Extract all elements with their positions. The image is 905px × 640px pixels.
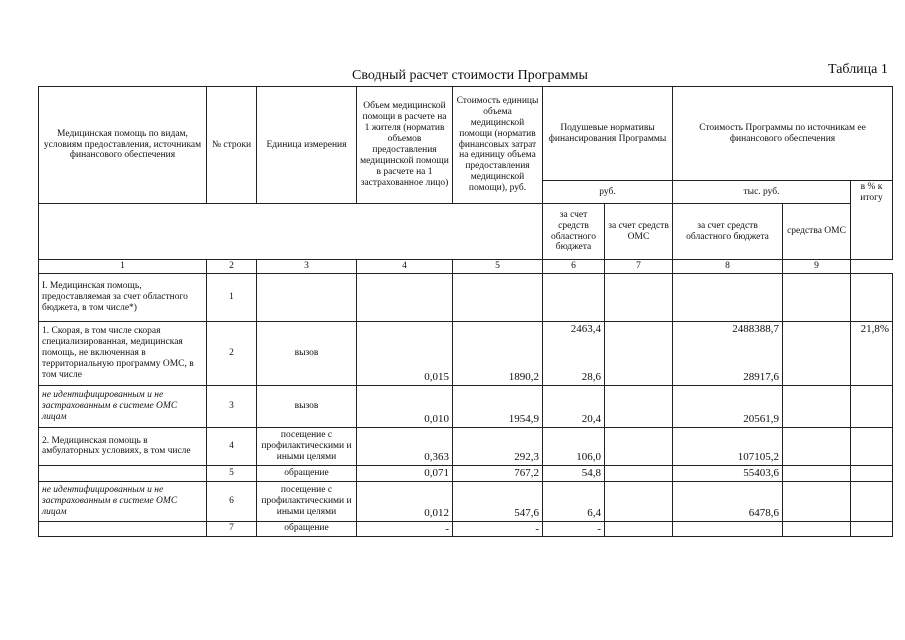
row-name: не идентифицированным и не застрахованным в системе ОМС лицам	[39, 481, 207, 521]
header-percent: в % к итогу	[851, 181, 893, 260]
row-pc-oms	[605, 385, 673, 427]
header-program-cost: Стоимость Программы по источникам ее финансового обеспечения	[673, 87, 893, 181]
row-pc-oblast	[543, 273, 605, 321]
row-total-oblast: 107105,2	[673, 427, 783, 465]
header-pc-oblast: за счет средств областного бюджета	[543, 204, 605, 260]
row-percent	[851, 481, 893, 521]
row-name	[39, 521, 207, 537]
row-value: 28917,6	[743, 371, 780, 384]
row-unit: обращение	[257, 521, 357, 537]
header-row-4	[39, 204, 893, 260]
table-row	[39, 465, 893, 481]
index-cell: 8	[673, 260, 783, 274]
row-pc-oblast: 20,4	[543, 385, 605, 427]
header-unit-rub: руб.	[543, 181, 673, 204]
index-cell: 4	[357, 260, 453, 274]
column-index-row	[39, 260, 893, 274]
header-volume: Объем медицинской помощи в расчете на 1 жителя (норматив объемов предоставления медицинской помощи в расчете на 1 застрахованное лицо)	[357, 87, 453, 204]
row-percent: 21,8%	[851, 321, 893, 385]
table-row	[39, 521, 893, 537]
row-volume: -	[357, 521, 453, 537]
index-cell: 7	[605, 260, 673, 274]
table-row	[39, 321, 893, 385]
row-pc-oms	[605, 273, 673, 321]
index-cell: 2	[207, 260, 257, 274]
row-volume	[357, 273, 453, 321]
header-row-number: № строки	[207, 87, 257, 204]
row-cost: 547,6	[453, 481, 543, 521]
row-volume: 0,012	[357, 481, 453, 521]
row-pc-oms	[605, 481, 673, 521]
row-number: 1	[207, 273, 257, 321]
row-percent	[851, 385, 893, 427]
row-pc-oms	[605, 521, 673, 537]
subtotal-value: 2488388,7	[732, 322, 780, 335]
document-title: Сводный расчет стоимости Программы	[352, 68, 588, 83]
row-pc-oms	[605, 427, 673, 465]
row-total-oblast: 20561,9	[673, 385, 783, 427]
index-cell: 9	[783, 260, 851, 274]
row-name: не идентифицированным и не застрахованным в системе ОМС лицам	[39, 385, 207, 427]
row-cost: 292,3	[453, 427, 543, 465]
table-row	[39, 273, 893, 321]
row-pc-oblast: 106,0	[543, 427, 605, 465]
row-number: 4	[207, 427, 257, 465]
row-number: 2	[207, 321, 257, 385]
row-name: 2. Медицинская помощь в амбулаторных условиях, в том числе	[39, 427, 207, 465]
index-cell: 6	[543, 260, 605, 274]
row-total-oms	[783, 427, 851, 465]
row-unit: вызов	[257, 321, 357, 385]
row-total-oblast	[673, 321, 783, 385]
row-cost: 1890,2	[453, 321, 543, 385]
row-total-oms	[783, 321, 851, 385]
row-unit: вызов	[257, 385, 357, 427]
row-total-oms	[783, 385, 851, 427]
header-total-oblast: за счет средств областного бюджета	[673, 204, 783, 260]
row-total-oms	[783, 273, 851, 321]
header-unit: Единица измерения	[257, 87, 357, 204]
table-row	[39, 427, 893, 465]
row-volume: 0,015	[357, 321, 453, 385]
row-number: 7	[207, 521, 257, 537]
row-unit	[257, 273, 357, 321]
table-row	[39, 385, 893, 427]
row-name: 1. Скорая, в том числе скорая специализированная, медицинская помощь, не включенная в территориальную программу ОМС, в том числе	[39, 321, 207, 385]
row-pc-oblast: -	[543, 521, 605, 537]
row-pc-oblast	[543, 321, 605, 385]
row-pc-oblast: 6,4	[543, 481, 605, 521]
row-percent	[851, 273, 893, 321]
header-per-capita: Подушевые нормативы финансирования Программы	[543, 87, 673, 181]
row-cost	[453, 273, 543, 321]
row-cost: 767,2	[453, 465, 543, 481]
header-filler	[39, 204, 543, 260]
row-total-oblast: 6478,6	[673, 481, 783, 521]
header-unit-cost: Стоимость единицы объема медицинской помощи (норматив финансовых затрат на единицу объема предоставления медицинской помощи), руб.	[453, 87, 543, 204]
row-cost: -	[453, 521, 543, 537]
row-volume: 0,363	[357, 427, 453, 465]
subtotal-value: 2463,4	[570, 322, 601, 335]
table-label: Таблица 1	[828, 62, 888, 77]
header-pc-oms: за счет средств ОМС	[605, 204, 673, 260]
row-unit: обращение	[257, 465, 357, 481]
row-value: 28,6	[581, 371, 601, 384]
row-name	[39, 465, 207, 481]
row-unit: посещение с профилактическими и иными целями	[257, 481, 357, 521]
row-number: 5	[207, 465, 257, 481]
header-care-type: Медицинская помощь по видам, условиям предоставления, источникам финансового обеспечения	[39, 87, 207, 204]
row-pc-oms	[605, 321, 673, 385]
row-unit: посещение с профилактическими и иными целями	[257, 427, 357, 465]
row-cost: 1954,9	[453, 385, 543, 427]
table-row	[39, 481, 893, 521]
row-pc-oms	[605, 465, 673, 481]
cost-summary-table	[38, 86, 893, 537]
index-cell: 1	[39, 260, 207, 274]
index-cell: 5	[453, 260, 543, 274]
row-number: 6	[207, 481, 257, 521]
row-volume: 0,071	[357, 465, 453, 481]
row-pc-oblast: 54,8	[543, 465, 605, 481]
header-unit-thousand-rub: тыс. руб.	[673, 181, 851, 204]
header-row-1	[39, 87, 893, 125]
row-percent	[851, 465, 893, 481]
row-name: I. Медицинская помощь, предоставляемая за счет областного бюджета, в том числе*)	[39, 273, 207, 321]
row-total-oms	[783, 465, 851, 481]
row-total-oms	[783, 481, 851, 521]
row-total-oms	[783, 521, 851, 537]
row-number: 3	[207, 385, 257, 427]
row-percent	[851, 521, 893, 537]
row-volume: 0,010	[357, 385, 453, 427]
row-total-oblast	[673, 521, 783, 537]
index-cell: 3	[257, 260, 357, 274]
row-percent	[851, 427, 893, 465]
row-total-oblast: 55403,6	[673, 465, 783, 481]
row-total-oblast	[673, 273, 783, 321]
header-total-oms: средства ОМС	[783, 204, 851, 260]
